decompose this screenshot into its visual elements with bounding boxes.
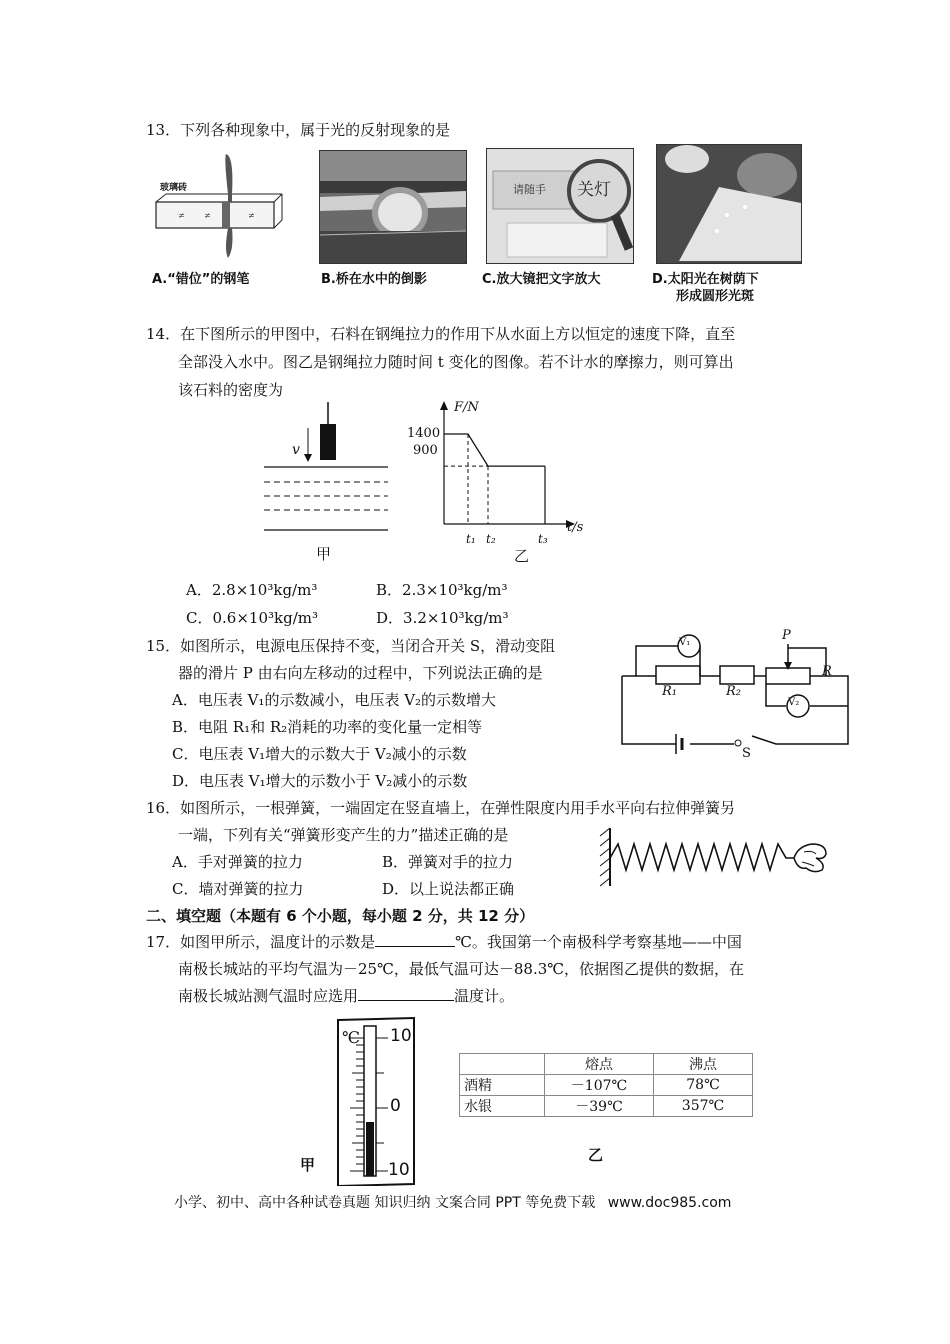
q15-option-b: B．电阻 R₁和 R₂消耗的功率的变化量一定相等: [172, 718, 483, 736]
q13-caption-c: C.放大镜把文字放大: [482, 272, 601, 287]
thermo-tick-mid: 0: [390, 1096, 401, 1116]
table-cell: 78℃: [654, 1075, 753, 1096]
q13-stem: 13．下列各种现象中，属于光的反射现象的是: [146, 121, 451, 139]
graph-xlabel: t/s: [567, 520, 584, 535]
circuit-r: R: [822, 664, 832, 679]
section-2-title: 二、填空题（本题有 6 个小题，每小题 2 分，共 12 分）: [146, 907, 535, 925]
q17-blank-2[interactable]: [358, 986, 454, 1001]
q16-option-c: C．墙对弹簧的拉力: [172, 880, 304, 898]
q17-line-1: [146, 932, 742, 952]
q14-option-b: B．2.3×10³kg/m³: [376, 581, 508, 599]
q15-stem-2: 器的滑片 P 由右向左移动的过程中，下列说法正确的是: [178, 664, 543, 682]
q14-stem-1: 14．在下图所示的甲图中，石料在钢绳拉力的作用下从水面上方以恒定的速度下降，直至: [146, 325, 736, 343]
q16-stem-2: 一端，下列有关“弹簧形变产生的力”描述正确的是: [178, 826, 509, 844]
q16-option-a: A．手对弹簧的拉力: [172, 853, 303, 871]
q16-option-b: B．弹簧对手的拉力: [382, 853, 514, 871]
graph-xtick-t1: t₁: [466, 532, 476, 546]
q13-image-a: [148, 150, 288, 262]
footer-url[interactable]: www.doc985.com: [607, 1195, 732, 1211]
graph-ytick-900: 900: [413, 443, 438, 458]
q17-figure-jia-label: 甲: [300, 1156, 316, 1174]
q17-table: [459, 1053, 753, 1117]
q15-stem-1: 15．如图所示，电源电压保持不变，当闭合开关 S，滑动变阻: [146, 637, 556, 655]
thermo-tick-top: 10: [390, 1026, 412, 1046]
velocity-label: v: [292, 442, 300, 458]
table-cell: －39℃: [545, 1096, 654, 1117]
thermo-unit: ℃: [342, 1028, 360, 1047]
table-cell: 水银: [460, 1096, 545, 1117]
q15-option-d: D．电压表 V₁增大的示数小于 V₂减小的示数: [172, 772, 468, 790]
circuit-v1: V₁: [679, 637, 691, 648]
q17-line-3a: 南极长城站测气温时应选用: [178, 987, 359, 1005]
footer: [174, 1192, 731, 1212]
q13-image-c: [486, 148, 634, 264]
table-header-row: [460, 1054, 753, 1075]
q15-option-a: A．电压表 V₁的示数减小，电压表 V₂的示数增大: [172, 691, 497, 709]
table-cell: －107℃: [545, 1075, 654, 1096]
circuit-v2: V₂: [788, 697, 800, 708]
q13-caption-a: A.“错位”的钢笔: [152, 272, 250, 287]
q13-image-b: [319, 150, 467, 264]
q17-line-1b: ℃。我国第一个南极科学考察基地——中国: [455, 933, 742, 951]
q17-line-3b: 温度计。: [454, 987, 515, 1005]
q16-spring-figure: [598, 824, 834, 890]
q14-stem-3: 该石料的密度为: [178, 381, 284, 399]
circuit-s: S: [742, 746, 751, 761]
q14-figure-jia: [258, 398, 398, 538]
q14-option-a: A．2.8×10³kg/m³: [186, 581, 318, 599]
q14-figure-yi-label: 乙: [514, 547, 530, 565]
q14-graph: [400, 396, 600, 566]
q13-caption-d2: 形成圆形光斑: [676, 289, 755, 304]
svg-text:≠: ≠: [204, 211, 211, 220]
q17-figure-yi-label: 乙: [588, 1146, 604, 1164]
q16-option-d: D．以上说法都正确: [382, 880, 515, 898]
q15-circuit: [616, 626, 856, 766]
q15-option-c: C．电压表 V₁增大的示数大于 V₂减小的示数: [172, 745, 467, 763]
q14-figure-jia-label: 甲: [316, 545, 332, 563]
q13-image-d: [656, 144, 802, 264]
q17-blank-1[interactable]: [375, 932, 455, 947]
footer-text: 小学、初中、高中各种试卷真题 知识归纳 文案合同 PPT 等免费下载: [174, 1195, 596, 1211]
q14-option-c: C．0.6×10³kg/m³: [186, 609, 318, 627]
q17-line-1a: 17．如图甲所示，温度计的示数是: [146, 933, 376, 951]
graph-force-line: [444, 434, 545, 466]
table-header-1: 熔点: [545, 1054, 654, 1075]
q16-stem-1: 16．如图所示，一根弹簧，一端固定在竖直墙上，在弹性限度内用手水平向右拉伸弹簧另: [146, 799, 736, 817]
table-row: [460, 1096, 753, 1117]
glass-block-label: 玻璃砖: [160, 183, 188, 193]
svg-text:≠: ≠: [248, 211, 255, 220]
q17-line-2: 南极长城站的平均气温为－25℃，最低气温可达－88.3℃，依据图乙提供的数据，在: [178, 960, 745, 978]
graph-ylabel: F/N: [454, 400, 479, 415]
q14-option-d: D．3.2×10³kg/m³: [376, 609, 509, 627]
table-cell: 酒精: [460, 1075, 545, 1096]
table-header-0: [460, 1054, 545, 1075]
q17-line-3: [178, 986, 514, 1006]
circuit-p: P: [782, 628, 791, 643]
graph-y-arrow: [440, 401, 448, 410]
graph-xtick-t2: t₂: [486, 532, 496, 546]
circuit-r1: R₁: [662, 684, 677, 699]
sign-text-large: 关灯: [577, 180, 611, 200]
q13-caption-d: D.太阳光在树荫下: [652, 272, 759, 287]
svg-text:≠: ≠: [178, 211, 185, 220]
thermo-tick-bottom: 10: [388, 1160, 410, 1180]
graph-xtick-t3: t₃: [538, 532, 548, 546]
q13-caption-b: B.桥在水中的倒影: [321, 272, 427, 287]
table-header-2: 沸点: [654, 1054, 753, 1075]
table-cell: 357℃: [654, 1096, 753, 1117]
graph-ytick-1400: 1400: [407, 426, 441, 441]
circuit-r2: R₂: [726, 684, 741, 699]
table-row: [460, 1075, 753, 1096]
q17-thermometer: [334, 1014, 418, 1186]
q14-stem-2: 全部没入水中。图乙是钢绳拉力随时间 t 变化的图像。若不计水的摩擦力，则可算出: [178, 353, 734, 371]
sign-text-small: 请随手: [513, 183, 546, 196]
